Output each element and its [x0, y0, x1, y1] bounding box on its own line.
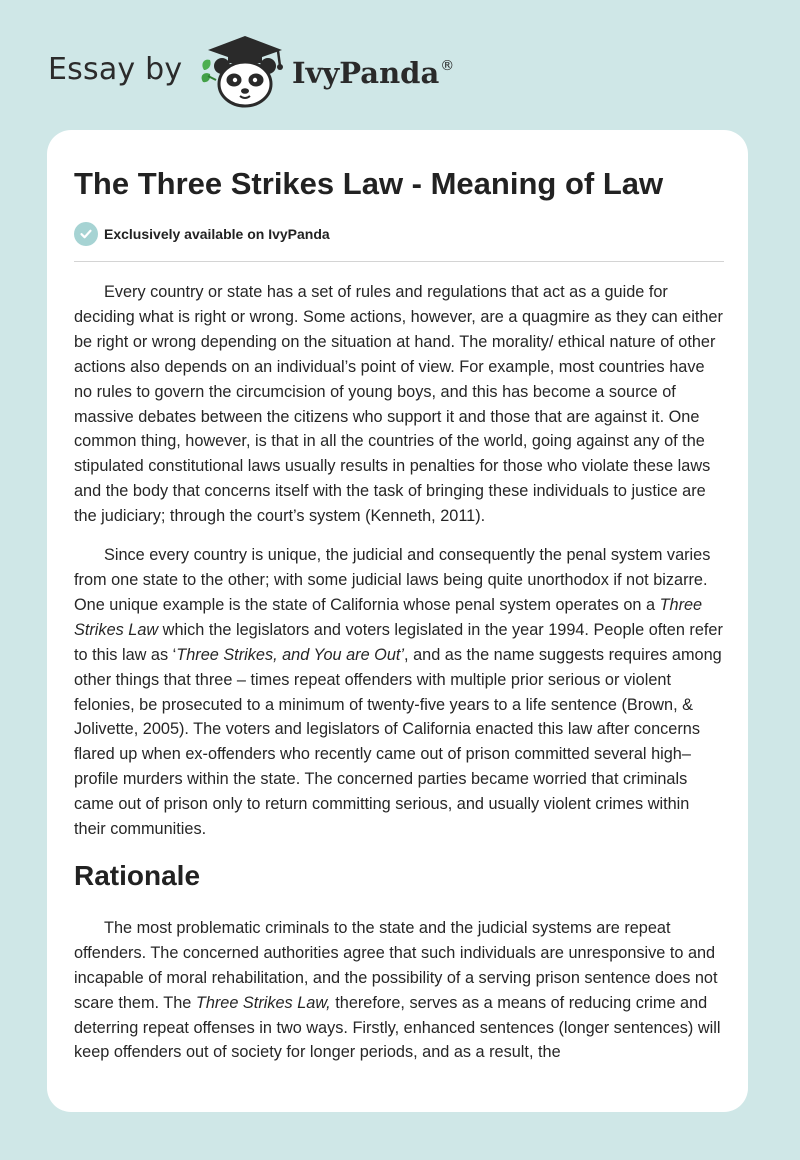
section-heading-rationale: Rationale	[74, 859, 201, 891]
check-icon	[74, 222, 98, 246]
site-header	[0, 0, 800, 130]
paragraph-3-emphasis: Three Strikes Law,	[195, 993, 331, 1012]
paragraph-2-emphasis-1: Three Strikes Law	[74, 595, 703, 639]
essay-card	[47, 130, 748, 1112]
paragraph-3-text-b: therefore, serves as a means of reducing crime and deterring repeat offenses in two ways. Firstly, enhanced sentences (longer sentences) will keep offenders out of society for longer periods, and as a result, the	[74, 993, 721, 1062]
brand-text: IvyPanda	[292, 56, 440, 90]
panda-logo-icon[interactable]	[200, 30, 290, 110]
paragraph-2	[74, 543, 724, 842]
registered-mark: ®	[440, 58, 455, 74]
paragraph-3	[74, 916, 724, 1065]
exclusive-badge	[74, 222, 330, 246]
essay-title: The Three Strikes Law - Meaning of Law	[74, 166, 664, 201]
paragraph-2-emphasis-2: Three Strikes, and You are Out’	[176, 645, 405, 664]
paragraph-1: Every country or state has a set of rules and regulations that act as a guide for deciding what is right or wrong. Some actions, however, are a quagmire as they can either be right or wrong depending on the situation at hand. The morality/ ethical nature of other actions also depends on an individual’s point of view. For example, most countries have no rules to govern the circumcision of young boys, and this has become a source of massive debates between the citizens who support it and those that are against it. One common thing, however, is that in all the countries of the world, going against any of the stipulated constitutional laws usually results in penalties for those who violate these laws and the body that concerns itself with the task of bringing these individuals to justice are the judiciary; through the court’s system (Kenneth, 2011).	[74, 283, 723, 526]
essay-body	[74, 280, 724, 1079]
paragraph-2-text-a: Since every country is unique, the judicial and consequently the penal system varies from one state to the other; with some judicial laws being quite unorthodox if not bizarre. One unique example is the state of California whose penal system operates on a	[74, 546, 711, 614]
paragraph-2-text-b: which the legislators and voters legislated in the year 1994. People often refer to this law as ‘	[74, 620, 723, 664]
brand-name[interactable]	[292, 56, 453, 90]
paragraph-3-text-a: The most problematic criminals to the state and the judicial systems are repeat offenders. The concerned authorities agree that such individuals are unresponsive to and incapable of moral rehabilitation, and the possibility of a serving prison sentence does not scare them. The	[74, 918, 718, 1012]
divider	[74, 261, 724, 262]
paragraph-2-text-c: , and as the name suggests requires among other things that three – times repeat offenders with multiple prior serious or violent felonies, be prosecuted to a minimum of twenty-five years to a life sentence (Brown, & Jolivette, 2005). The voters and legislators of California enacted this law after concerns flared up when ex-offenders who recently came out of prison committed several high–profile murders within the state. The concerned parties became worried that criminals came out of prison only to return committing serious, and usually violent crimes within their communities.	[74, 645, 722, 839]
exclusive-badge-text: Exclusively available on IvyPanda	[104, 226, 330, 242]
essay-by-label: Essay by	[48, 52, 183, 87]
